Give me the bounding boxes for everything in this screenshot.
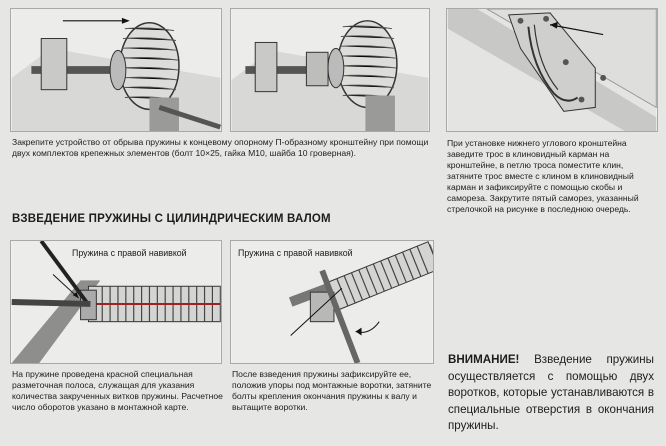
drum-drawing-2 bbox=[231, 9, 429, 131]
left-bottom-caption: На пружине проведена красной специальная разметочная полоса, служащая для указания количества закрученных витков пружины. Расчетное число оборотов указано в монтажной карте. bbox=[12, 369, 223, 412]
middle-spring-label: Пружина с правой навивкой bbox=[238, 248, 353, 258]
left-spring-label: Пружина с правой навивкой bbox=[72, 248, 187, 258]
attention-notice bbox=[448, 352, 654, 435]
section-title: ВЗВЕДЕНИЕ ПРУЖИНЫ С ЦИЛИНДРИЧЕСКИМ ВАЛОМ bbox=[12, 213, 331, 225]
illustration-corner-bracket bbox=[446, 8, 658, 132]
spring-fixing-drawing bbox=[231, 241, 433, 363]
bracket-caption: При установке нижнего углового кронштейна заведите трос в клиновидный карман на кронштейне, в петлю троса поместите клин, затяните трос вместе с клином в клиновидный карман и зафиксируйте с помощью скобы и самореза. Закрутите пятый саморез, указанный стрелочкой на рисунке в последнюю очередь. bbox=[447, 138, 639, 214]
illustration-spring-drum-2 bbox=[230, 8, 430, 132]
drum-drawing-1 bbox=[11, 9, 221, 131]
attention-text: Взведение пружины осуществляется с помощью двух воротков, которые устанавливаются в специальные отверстия в окончания пружины. bbox=[448, 353, 654, 432]
bracket-drawing bbox=[447, 9, 657, 131]
attention-heading: ВНИМАНИЕ! bbox=[448, 353, 520, 366]
spring-marking-drawing bbox=[11, 241, 221, 363]
illustration-spring-marking bbox=[10, 240, 222, 364]
top-caption: Закрепите устройство от обрыва пружины к концевому опорному П-образному кронштейну при помощи двух комплектов крепежных элементов (болт 10×25, гайка М10, шайба 10 гроверная). bbox=[12, 137, 429, 158]
middle-bottom-caption: После взведения пружины зафиксируйте ее, положив упоры под монтажные воротки, затяните болты крепления окончания пружины к валу и вытащите воротки. bbox=[232, 369, 432, 412]
illustration-spring-drum-1 bbox=[10, 8, 222, 132]
illustration-spring-fixing bbox=[230, 240, 434, 364]
